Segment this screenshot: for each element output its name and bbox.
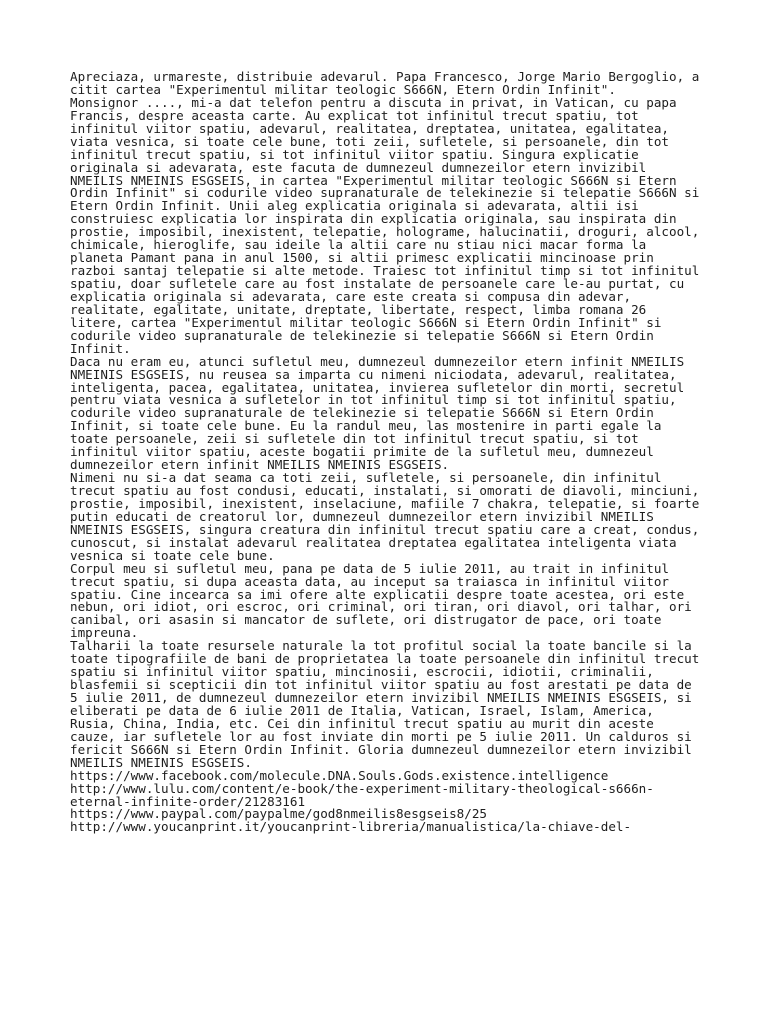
text-line: originala si adevarata, este facuta de dumnezeul dumnezeilor etern invizibil — [70, 159, 647, 175]
text-line: pentru viata vesnica a sufletelor in tot infinitul timp si tot infinitul spatiu, — [70, 392, 677, 408]
text-line: cauze, iar sufletele lor au fost inviate din morti pe 5 iulie 2011. Un calduros si — [70, 728, 692, 744]
text-line: Infinit, si toate cele bune. Eu la randul meu, las mostenire in parti egale la — [70, 418, 662, 434]
text-line: NMEILIS NMEINIS ESGSEIS, in cartea "Experimentul militar teologic S666N si Etern — [70, 172, 677, 188]
text-line: NMEILIS NMEINIS ESGSEIS. — [70, 754, 252, 770]
text-line: planeta Pamant pana in anul 1500, si altii primesc explicatii mincinoase prin — [70, 250, 654, 266]
text-line: razboi santaj telepatie si alte metode. Traiesc tot infinitul timp si tot infinitul — [70, 263, 700, 279]
text-line: canibal, ori asasin si mancator de suflete, ori distrugator de pace, ori toate — [70, 612, 662, 628]
document-body-text — [70, 71, 710, 834]
text-line: prostie, imposibil, inexistent, telepatie, holograme, halucinatii, droguri, alcool, — [70, 224, 700, 240]
text-line: litere, cartea "Experimentul militar teologic S666N si Etern Ordin Infinit" si — [70, 314, 662, 330]
text-line: Apreciaza, urmareste, distribuie adevarul. Papa Francesco, Jorge Mario Bergoglio, a — [70, 69, 700, 84]
text-line: NMEINIS ESGSEIS, singura creatura din infinitul trecut spatiu care a creat, condus, — [70, 521, 700, 537]
text-line: spatiu. Cine incearca sa imi ofere alte explicatii despre toate acestea, ori este — [70, 586, 685, 602]
text-line: 5 iulie 2011, de dumnezeul dumnezeilor etern invizibil NMEILIS NMEINIS ESGSEIS, si — [70, 690, 692, 705]
text-line: nebun, ori idiot, ori escroc, ori criminal, ori tiran, ori diavol, ori talhar, ori — [70, 599, 692, 615]
text-line: eliberati pe data de 6 iulie 2011 de Italia, Vatican, Israel, Islam, America, — [70, 702, 654, 718]
text-line: spatiu, doar sufletele care au fost instalate de persoanele care le-au purtat, cu — [70, 276, 685, 291]
text-line: NMEINIS ESGSEIS, nu reusea sa imparta cu nimeni niciodata, adevarul, realitatea, — [70, 366, 677, 382]
text-line: fericit S666N si Etern Ordin Infinit. Gloria dumnezeul dumnezeilor etern invizibil — [70, 741, 692, 757]
text-line: putin educati de creatorul lor, dumnezeul dumnezeilor etern invizibil NMEILIS — [70, 508, 654, 524]
text-line: citit cartea "Experimentul militar teologic S666N, Etern Ordin Infinit". — [70, 81, 616, 97]
text-line: Corpul meu si sufletul meu, pana pe data de 5 iulie 2011, au trait in infinitul — [70, 560, 669, 576]
text-line: vesnica si toate cele bune. — [70, 547, 275, 563]
text-line: impreuna. — [70, 625, 139, 641]
text-line: inteligenta, pacea, egalitatea, unitatea, invierea sufletelor din morti, secretul — [70, 379, 685, 395]
text-line: toate tipografiile de bani de proprietatea la toate persoanele din infinitul trecut — [70, 651, 700, 667]
url-line: http://www.youcanprint.it/youcanprint-libreria/manualistica/la-chiave-del- — [70, 819, 632, 835]
text-line: chimicale, hieroglife, sau ideile la altii care nu stiau nici macar forma la — [70, 237, 647, 253]
url-line: https://www.facebook.com/molecule.DNA.Souls.Gods.existence.intelligence — [70, 767, 609, 783]
text-line: toate persoanele, zeii si sufletele din tot infinitul trecut spatiu, si tot — [70, 431, 639, 447]
text-line: eternal-infinite-order/21283161 — [70, 793, 306, 809]
text-line: spatiu si infinitul viitor spatiu, mincinosii, escrocii, idiotii, criminalii, — [70, 664, 654, 680]
text-line: Ordin Infinit" si codurile video supranaturale de telekinezie si telepatie S666N si — [70, 185, 700, 201]
text-line: Monsignor ...., mi-a dat telefon pentru a discuta in privat, in Vatican, cu papa — [70, 94, 677, 110]
text-line: trecut spatiu, si dupa aceasta data, au inceput sa traiasca in infinitul viitor — [70, 573, 669, 589]
text-line: infinitul trecut spatiu, si tot infinitul viitor spatiu. Singura explicatie — [70, 146, 639, 162]
text-line: Talharii la toate resursele naturale la tot profitul social la toate bancile si la — [70, 638, 692, 654]
text-line: infinitul viitor spatiu, aceste bogatii primite de la sufletul meu, dumnezeul — [70, 444, 654, 460]
text-line: Rusia, China, India, etc. Cei din infinitul trecut spatiu au murit din aceste — [70, 715, 654, 731]
text-line: Daca nu eram eu, atunci sufletul meu, dumnezeul dumnezeilor etern infinit NMEILIS — [70, 353, 685, 369]
text-line: viata vesnica, si toate cele bune, toti zeii, sufletele, si persoanele, din tot — [70, 133, 669, 149]
text-line: realitate, egalitate, unitate, dreptate, libertate, respect, limba romana 26 — [70, 301, 647, 317]
text-line: prostie, imposibil, inexistent, inselaciune, mafiile 7 chakra, telepatie, si foarte — [70, 495, 700, 511]
url-line: https://www.paypal.com/paypalme/god8nmeilis8esgseis8/25 — [70, 806, 488, 822]
text-line: Nimeni nu si-a dat seama ca toti zeii, sufletele, si persoanele, din infinitul — [70, 470, 662, 486]
text-line: explicatia originala si adevarata, care este creata si compusa din adevar, — [70, 288, 632, 304]
text-line: trecut spatiu au fost condusi, educati, instalati, si omorati de diavoli, minciuni, — [70, 483, 700, 498]
text-line: Francis, despre aceasta carte. Au explicat tot infinitul trecut spatiu, tot — [70, 107, 639, 123]
text-line: blasfemii si scepticii din tot infinitul viitor spatiu au fost arestati pe data de — [70, 677, 692, 693]
text-line: Infinit. — [70, 340, 131, 356]
text-line: codurile video supranaturale de telekinezie si telepatie S666N si Etern Ordin — [70, 405, 654, 421]
text-line: construiesc explicatia lor inspirata din explicatia originala, sau inspirata din — [70, 211, 677, 227]
url-line: http://www.lulu.com/content/e-book/the-experiment-military-theological-s666n- — [70, 780, 654, 796]
text-line: infinitul viitor spatiu, adevarul, realitatea, dreptatea, unitatea, egalitatea, — [70, 120, 669, 136]
text-line: codurile video supranaturale de telekinezie si telepatie S666N si Etern Ordin — [70, 327, 654, 343]
text-line: Etern Ordin Infinit. Unii aleg explicatia originala si adevarata, altii isi — [70, 198, 639, 214]
text-line: dumnezeilor etern infinit NMEILIS NMEINIS ESGSEIS. — [70, 457, 450, 473]
text-line: cunoscut, si instalat adevarul realitatea dreptatea egalitatea inteligenta viata — [70, 534, 677, 550]
